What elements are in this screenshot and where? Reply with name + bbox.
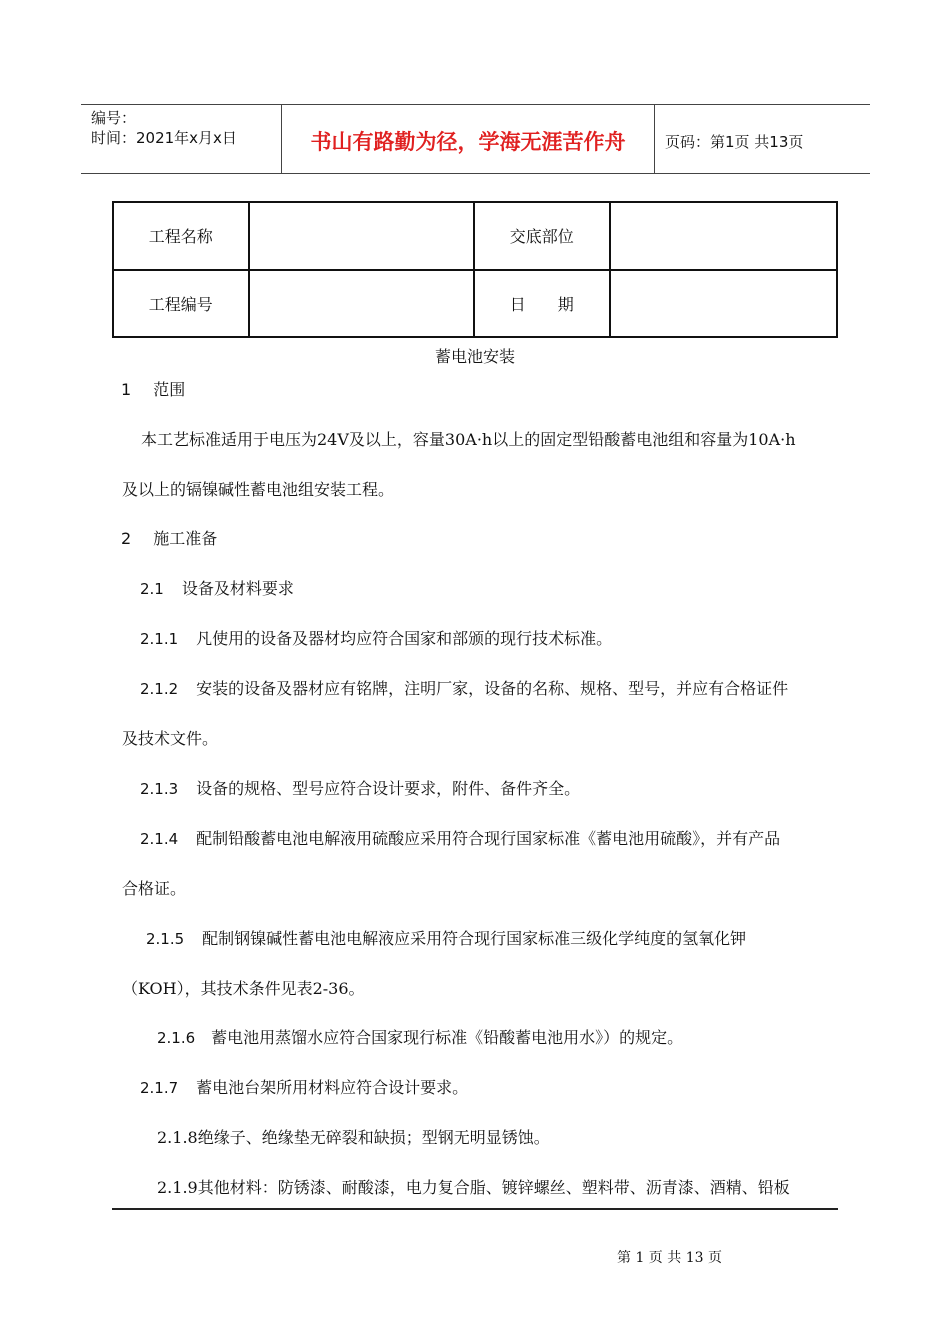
list-item: 2.1.3 设备的规格、型号应符合设计要求，附件、备件齐全。 <box>140 779 581 798</box>
list-item: 2.1.9其他材料：防锈漆、耐酸漆，电力复合脂、镀锌螺丝、塑料带、沥青漆、酒精、铅板 <box>157 1178 790 1197</box>
list-item-continuation: 合格证。 <box>122 879 187 898</box>
list-item: 2.1.4 配制铅酸蓄电池电解液用硫酸应采用符合现行国家标准《蓄电池用硫酸》，并有产品 <box>140 829 781 848</box>
footer-divider <box>112 1208 838 1210</box>
header-page-cell <box>655 105 870 173</box>
list-item: 2.1.7 蓄电池台架所用材料应符合设计要求。 <box>140 1078 469 1097</box>
list-item-continuation: （KOH），其技术条件见表2-36。 <box>122 979 365 998</box>
header-motto-cell <box>282 105 655 173</box>
list-item: 2.1.2 安装的设备及器材应有铭牌，注明厂家，设备的名称、规格、型号，并应有合格证件 <box>140 679 789 698</box>
handover-part-value <box>610 202 837 270</box>
paragraph-line: 及以上的镉镍碱性蓄电池组安装工程。 <box>122 480 395 499</box>
header-meta <box>81 105 282 173</box>
section-title: 施工准备 <box>153 529 218 548</box>
handover-part-label: 交底部位 <box>474 202 610 270</box>
date-label: 日 期 <box>474 270 610 338</box>
section-number: 1 <box>121 380 132 399</box>
footer-page-number: 第 1 页 共 13 页 <box>617 1250 722 1266</box>
section-title: 范围 <box>153 380 186 399</box>
list-item: 2.1.8绝缘子、绝缘垫无碎裂和缺损；型钢无明显锈蚀。 <box>157 1128 550 1147</box>
table-row <box>113 202 837 270</box>
list-item: 2.1 设备及材料要求 <box>140 579 294 598</box>
project-name-label: 工程名称 <box>113 202 249 270</box>
page-header <box>81 104 870 174</box>
section-heading <box>121 377 185 400</box>
list-item: 2.1.5 配制钢镍碱性蓄电池电解液应采用符合现行国家标准三级化学纯度的氢氧化钾 <box>146 929 747 948</box>
header-page-number: 页码：第1页 共13页 <box>665 133 804 151</box>
section-number: 2 <box>121 529 132 548</box>
list-item: 2.1.1 凡使用的设备及器材均应符合国家和部颁的现行技术标准。 <box>140 629 613 648</box>
document-title: 蓄电池安装 <box>434 347 515 366</box>
document-date-label: 时间：2021年x月x日 <box>91 129 237 147</box>
project-info-table <box>112 201 838 338</box>
table-row <box>113 270 837 338</box>
list-item: 2.1.6 蓄电池用蒸馏水应符合国家现行标准《铅酸蓄电池用水》）的规定。 <box>157 1028 684 1047</box>
date-value <box>610 270 837 338</box>
paragraph-line: 本工艺标准适用于电压为24V及以上，容量30A·h以上的固定型铅酸蓄电池组和容量为10A·h <box>141 430 796 449</box>
document-number-label: 编号： <box>91 109 137 127</box>
project-number-label: 工程编号 <box>113 270 249 338</box>
project-name-value <box>249 202 474 270</box>
project-number-value <box>249 270 474 338</box>
header-motto: 书山有路勤为径，学海无涯苦作舟 <box>310 130 626 154</box>
list-item-continuation: 及技术文件。 <box>122 729 219 748</box>
section-heading <box>121 526 217 549</box>
